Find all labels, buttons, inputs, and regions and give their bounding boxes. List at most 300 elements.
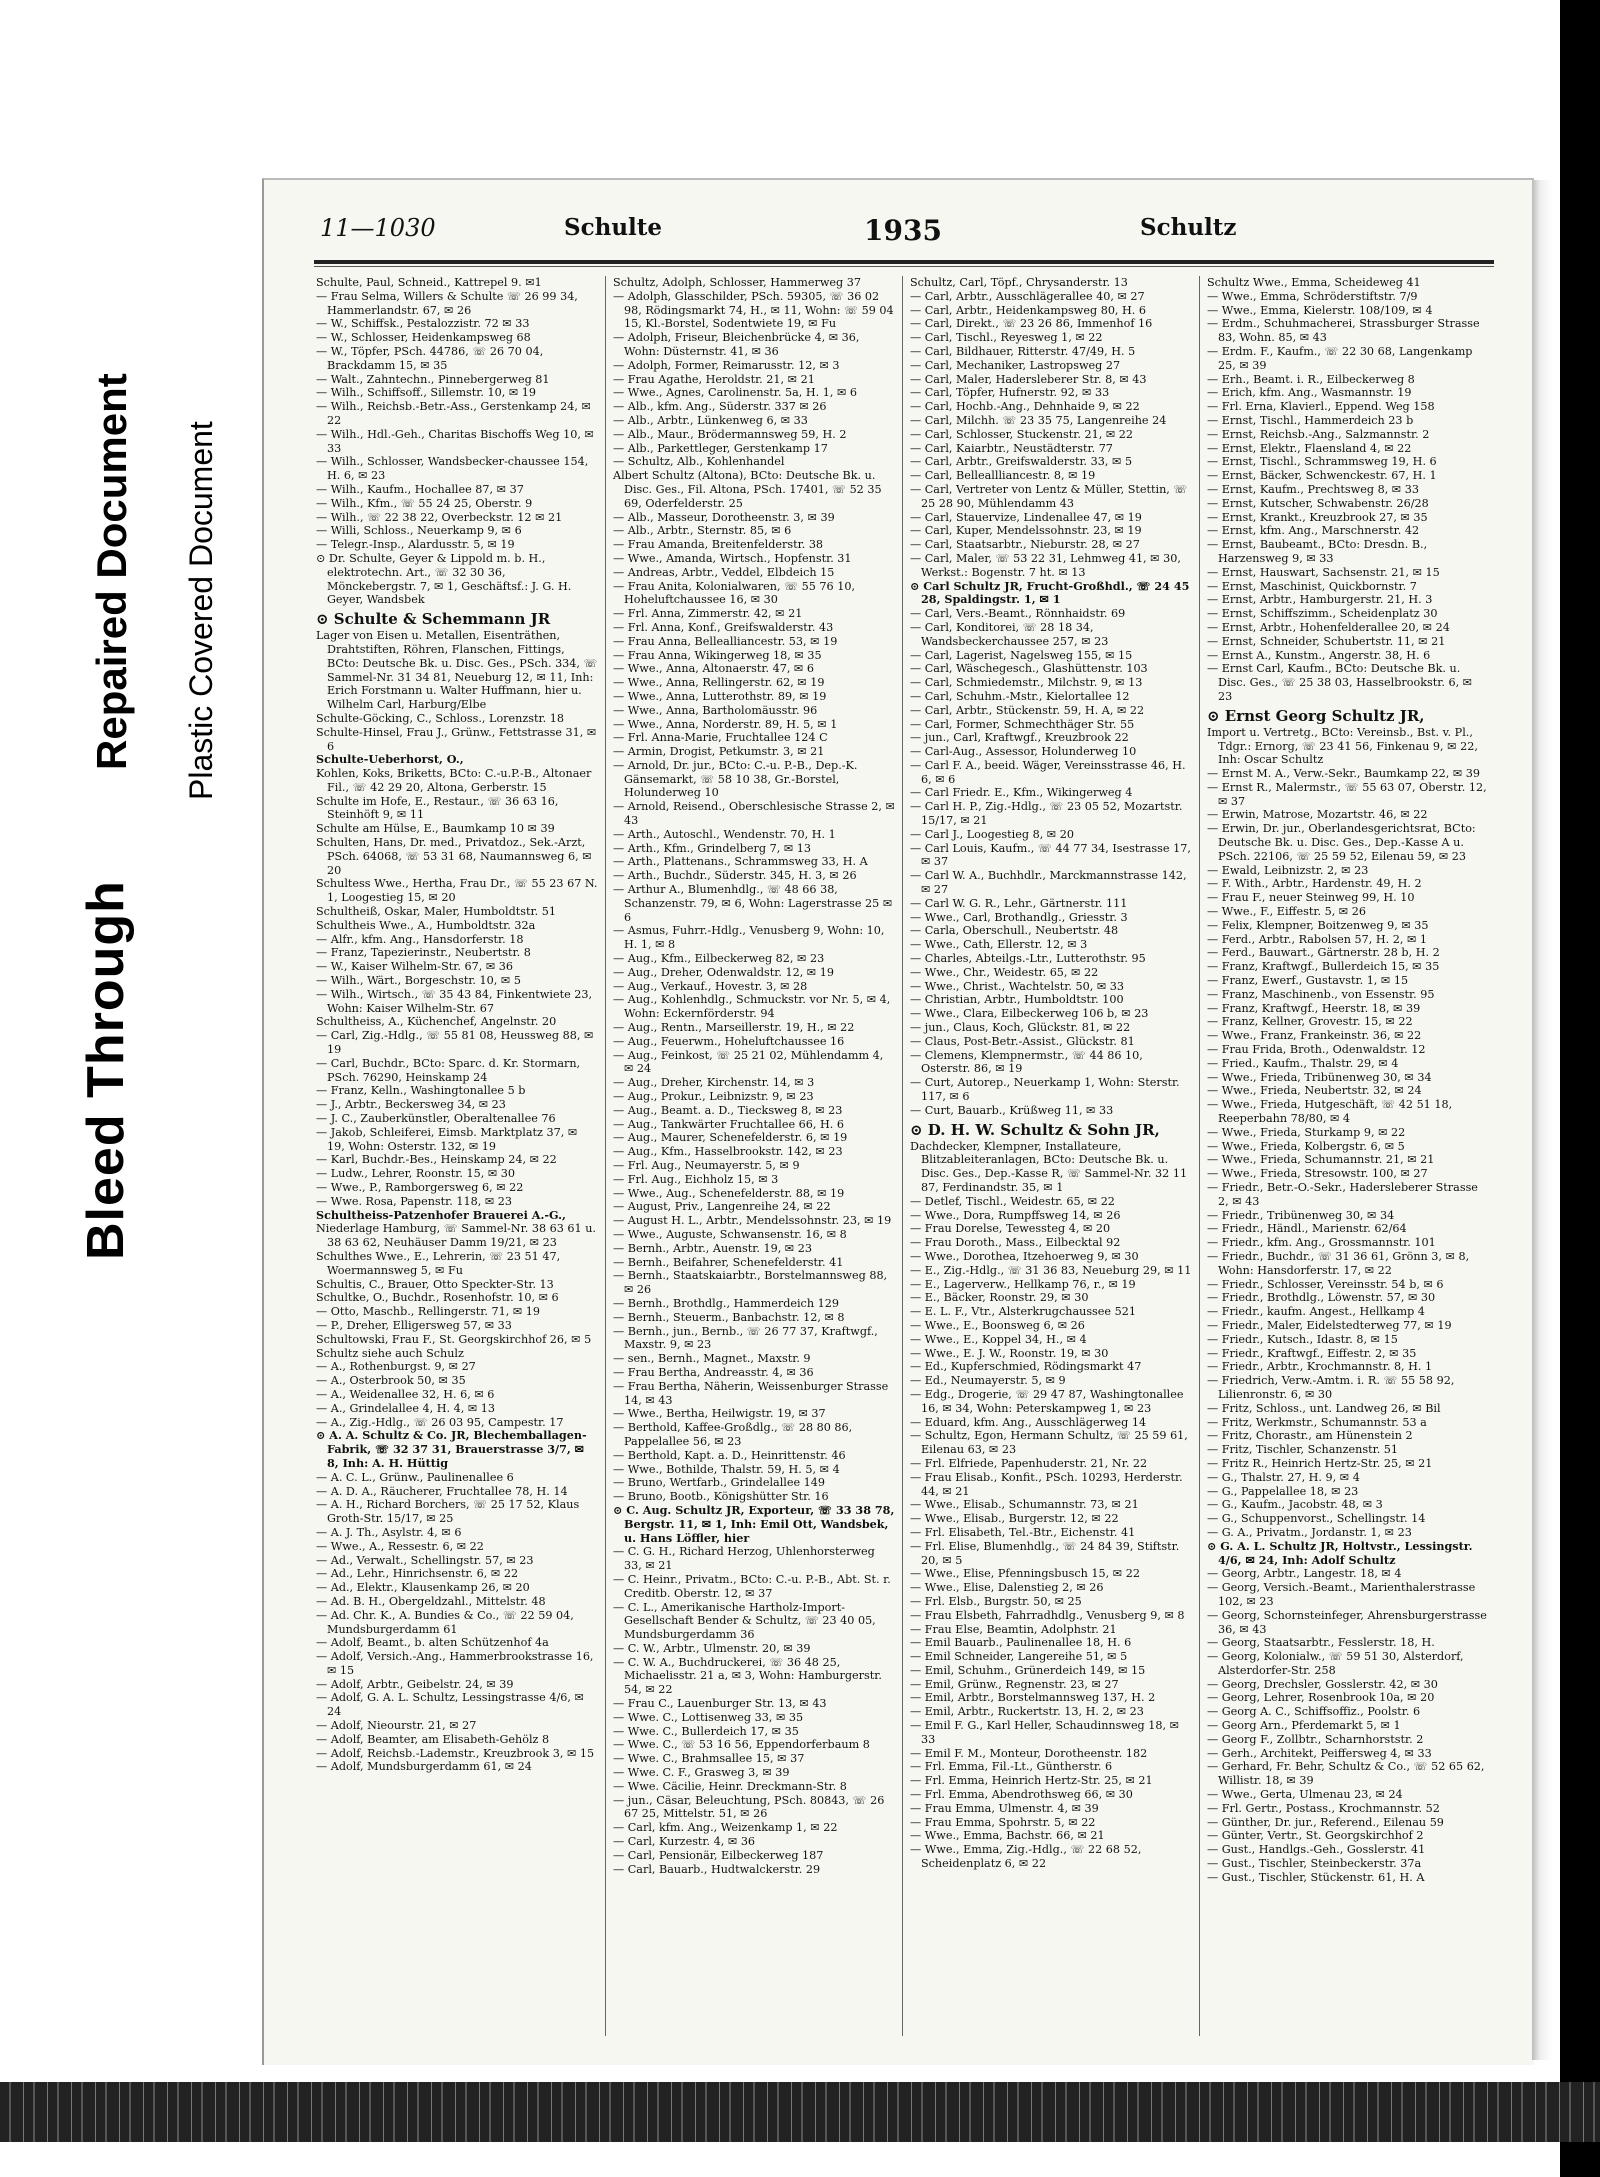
directory-entry: — P., Dreher, Elligersweg 57, ✉ 33 [316, 1318, 512, 1332]
directory-entry: — Wwe., Elisab., Burgerstr. 12, ✉ 22 [910, 1512, 1119, 1526]
directory-entry: — Günther, Dr. jur., Referend., Eilenau 59 [1207, 1815, 1444, 1829]
directory-entry: — Bernh., jun., Bernb., ☏ 26 77 37, Kraftwgf., Maxstr. 9, ✉ 23 [613, 1324, 878, 1352]
directory-entry: — Ernst R., Malermstr., ☏ 55 63 07, Oberstr. 12, ✉ 37 [1207, 780, 1487, 808]
directory-entry: — G., Pappelallee 18, ✉ 23 [1207, 1484, 1359, 1498]
directory-entry: — Wwe., Auguste, Schwansenstr. 16, ✉ 8 [613, 1227, 847, 1241]
directory-entry: — F. With., Arbtr., Hardenstr. 49, H. 2 [1207, 877, 1422, 891]
directory-entry: — Carl, Tischl., Reyesweg 1, ✉ 22 [910, 331, 1103, 345]
directory-entry: — Frau Dorelse, Tewessteg 4, ✉ 20 [910, 1222, 1111, 1236]
directory-entry: — Carl, Belleallliancestr. 8, ✉ 19 [910, 469, 1096, 483]
directory-entry: — Carl, Bildhauer, Ritterstr. 47/49, H. 5 [910, 344, 1136, 358]
directory-entry: — Aug., Prokur., Leibnizstr. 9, ✉ 23 [613, 1090, 814, 1104]
directory-entry: — Frl. Anna, Zimmerstr. 42, ✉ 21 [613, 607, 803, 621]
directory-entry: — Carl, Zig.-Hdlg., ☏ 55 81 08, Heussweg 88, ✉ 19 [316, 1029, 594, 1057]
directory-entry: — Frl. Anna, Konf., Greifswalderstr. 43 [613, 620, 834, 634]
directory-entry: — Adolf, Arbtr., Geibelstr. 24, ✉ 39 [316, 1677, 514, 1691]
column-divider [605, 276, 606, 2036]
directory-entry: — jun., Cäsar, Beleuchtung, PSch. 80843, ☏ 26 67 25, Mittelstr. 51, ✉ 26 [613, 1793, 885, 1821]
directory-entry: — Alb., Arbtr., Sternstr. 85, ✉ 6 [613, 524, 792, 538]
column-1 [316, 276, 598, 2036]
directory-entry: — Frau Elsbeth, Fahrradhdlg., Venusberg 9, ✉ 8 [910, 1608, 1185, 1622]
directory-entry: — Fritz, Chorastr., am Hünenstein 2 [1207, 1429, 1413, 1443]
directory-entry: — Wwe., Emma, Schröderstiftstr. 7/9 [1207, 289, 1418, 303]
directory-entry: Schultz, Carl, Töpf., Chrysanderstr. 13 [910, 276, 1128, 289]
directory-entry: — Wwe., P., Ramborgersweg 6, ✉ 22 [316, 1181, 524, 1194]
directory-entry: — Gust., Tischler, Steinbeckerstr. 37a [1207, 1857, 1422, 1871]
directory-entry: — Georg, Lehrer, Rosenbrook 10a, ✉ 20 [1207, 1691, 1435, 1705]
directory-entry: — Bernh., Beifahrer, Schenefelderstr. 41 [613, 1255, 844, 1269]
directory-entry: — Aug., Kfm., Hasselbrookstr. 142, ✉ 23 [613, 1145, 843, 1159]
directory-entry: — A. C. L., Grünw., Paulinenallee 6 [316, 1470, 514, 1484]
directory-entry: Schultowski, Frau F., St. Georgskirchhof 26, ✉ 5 [316, 1332, 592, 1346]
directory-entry: — Franz, Kraftwgf., Heerstr. 18, ✉ 39 [1207, 1001, 1421, 1015]
directory-entry: Schulte am Hülse, E., Baumkamp 10 ✉ 39 [316, 822, 555, 836]
directory-entry: — Frau Frida, Broth., Odenwaldstr. 12 [1207, 1043, 1426, 1057]
directory-entry: Schulten, Hans, Dr. med., Privatdoz., Sek.-Arzt, PSch. 64068, ☏ 53 31 68, Naumannsweg 6, ✉ 20 [316, 836, 592, 877]
header-rule [314, 260, 1494, 264]
directory-entry: Schultheiss-Patzenhofer Brauerei A.-G., [316, 1207, 566, 1222]
directory-entry: — A. H., Richard Borchers, ☏ 25 17 52, Klaus Groth-Str. 15/17, ✉ 25 [316, 1498, 580, 1526]
directory-entry: — A., Zig.-Hdlg., ☏ 26 03 95, Campestr. 17 [316, 1415, 564, 1429]
directory-entry: — Wwe. C., ☏ 53 16 56, Eppendorferbaum 8 [613, 1738, 870, 1752]
directory-entry: — Arth., Buchdr., Süderstr. 345, H. 3, ✉ 26 [613, 869, 857, 883]
directory-entry: — C. W., Arbtr., Ulmenstr. 20, ✉ 39 [613, 1641, 811, 1655]
directory-entry: — Wwe., Dora, Rumpffsweg 14, ✉ 26 [910, 1208, 1121, 1222]
directory-entry: — Curt, Autorep., Neuerkamp 1, Wohn: Sterstr. 117, ✉ 6 [910, 1076, 1180, 1104]
directory-entry: — Frl. Anna-Marie, Fruchtallee 124 C [613, 731, 828, 745]
directory-entry: — Friedr., kaufm. Angest., Hellkamp 4 [1207, 1305, 1425, 1319]
directory-entry: — Alb., Arbtr., Lünkenweg 6, ✉ 33 [613, 413, 808, 427]
directory-entry: — Wwe., Elise, Dalenstieg 2, ✉ 26 [910, 1581, 1104, 1595]
directory-entry: — Wwe., Frieda, Schumannstr. 21, ✉ 21 [1207, 1153, 1435, 1167]
directory-entry: — Ad. Chr. K., A. Bundies & Co., ☏ 22 59 04, Mundsburgerdamm 61 [316, 1608, 574, 1636]
directory-entry: — Wilh., Wärt., Borgeschstr. 10, ✉ 5 [316, 974, 521, 988]
directory-entry: — Frau Elisab., Konfit., PSch. 10293, Herderstr. 44, ✉ 21 [910, 1470, 1183, 1498]
directory-entry: — Carl F. A., beeid. Wäger, Vereinsstrasse 46, H. 6, ✉ 6 [910, 758, 1186, 786]
directory-entry: — Wwe. Rosa, Papenstr. 118, ✉ 23 [316, 1194, 513, 1208]
directory-entry: — Wwe., Anna, Norderstr. 89, H. 5, ✉ 1 [613, 717, 838, 731]
directory-entry: — Frau Anita, Kolonialwaren, ☏ 55 76 10, Hoheluftchaussee 16, ✉ 30 [613, 579, 856, 607]
directory-entry: — Arth., Plattenans., Schrammsweg 33, H. A [613, 855, 868, 869]
directory-entry: — Clemens, Klempnermstr., ☏ 44 86 10, Osterstr. 86, ✉ 19 [910, 1048, 1143, 1076]
directory-entry: — Wwe. Cäcilie, Heinr. Dreckmann-Str. 8 [613, 1779, 847, 1793]
directory-entry: — Wwe., A., Ressestr. 6, ✉ 22 [316, 1539, 484, 1553]
directory-entry: — Eduard, kfm. Ang., Ausschlägerweg 14 [910, 1415, 1147, 1429]
directory-entry: Import u. Vertretg., BCto: Vereinsb., Bst. v. Pl., Tdgr.: Ernorg, ☏ 23 41 56, Finkenau 9, ✉ 22, Inh: Oscar Schultz [1207, 725, 1478, 767]
directory-entry: — Wilh., Schlosser, Wandsbecker-chaussee 154, H. 6, ✉ 23 [316, 455, 589, 483]
directory-entry: — Wilh., Hdl.-Geh., Charitas Bischoffs Weg 10, ✉ 33 [316, 427, 594, 455]
directory-entry: — Curt, Bauarb., Krüßweg 11, ✉ 33 [910, 1103, 1114, 1117]
directory-entry: — Christian, Arbtr., Humboldtstr. 100 [910, 993, 1124, 1007]
directory-entry: — Fritz, Tischler, Schanzenstr. 51 [1207, 1443, 1399, 1457]
directory-entry: — Carl, Hochb.-Ang., Dehnhaide 9, ✉ 22 [910, 400, 1140, 414]
directory-entry: — E., Zig.-Hdlg., ☏ 31 36 83, Neueburg 29, ✉ 11 [910, 1263, 1192, 1277]
directory-entry: — Ernst, Bäcker, Schwenckestr. 67, H. 1 [1207, 469, 1437, 483]
plastic-covered-label: Plastic Covered Document [183, 421, 219, 800]
directory-entry: — Erwin, Matrose, Mozartstr. 46, ✉ 22 [1207, 808, 1428, 822]
directory-entry: ⊙ Dr. Schulte, Geyer & Lippold m. b. H., elektrotechn. Art., ☏ 32 30 36, Mönckebergstr. 7, ✉ 1, Geschäftsf.: J. G. H. Geyer, Wandsbek [316, 551, 572, 607]
directory-entry: — Wwe., Bertha, Heilwigstr. 19, ✉ 37 [613, 1407, 826, 1421]
directory-entry: — Charles, Abteilgs.-Ltr., Lutterothstr. 95 [910, 952, 1146, 966]
directory-entry: — Ernst, Arbtr., Hohenfelderallee 20, ✉ 24 [1207, 620, 1450, 634]
directory-entry: — Frl. Elise, Blumenhdlg., ☏ 24 84 39, Stiftstr. 20, ✉ 5 [910, 1539, 1180, 1567]
directory-entry: — Berthold, Kaffee-Großdlg., ☏ 28 80 86, Pappelallee 56, ✉ 23 [613, 1421, 853, 1448]
directory-entry: — C. Heinr., Privatm., BCto: C.-u. P.-B., Abt. St. r. Creditb. Oberstr. 12, ✉ 37 [613, 1572, 891, 1600]
directory-entry: — Frau Else, Beamtin, Adolphstr. 21 [910, 1622, 1117, 1636]
directory-entry: — Adolf, Nieourstr. 21, ✉ 27 [316, 1719, 477, 1733]
directory-entry: — Frl. Emma, Heinrich Hertz-Str. 25, ✉ 21 [910, 1774, 1153, 1788]
directory-entry: — Ernst, Kaufm., Prechtsweg 8, ✉ 33 [1207, 482, 1419, 496]
directory-entry: — Carl, Kuper, Mendelssohnstr. 23, ✉ 19 [910, 524, 1142, 538]
directory-entry: — Georg, Kolonialw., ☏ 59 51 30, Alsterdorf, Alsterdorfer-Str. 258 [1207, 1650, 1464, 1677]
directory-entry: — Georg, Drechsler, Gosslerstr. 42, ✉ 30 [1207, 1677, 1438, 1691]
directory-entry: — Wwe., Emma, Bachstr. 66, ✉ 21 [910, 1829, 1105, 1843]
directory-entry: ⊙ Carl Schultz JR, Frucht-Großhdl., ☏ 24 45 28, Spaldingstr. 1, ✉ 1 [910, 578, 1190, 607]
directory-entry: Schultke, O., Buchdr., Rosenhofstr. 10, ✉ 6 [316, 1291, 559, 1305]
directory-entry: — Wwe., Dorothea, Itzehoerweg 9, ✉ 30 [910, 1249, 1139, 1263]
directory-entry: — Wwe., Frieda, Hutgeschäft, ☏ 42 51 18, Reeperbahn 78/80, ✉ 4 [1207, 1098, 1453, 1126]
directory-entry: — Adolf, Reichsb.-Lademstr., Kreuzbrook 3, ✉ 15 [316, 1746, 595, 1760]
directory-entry: — C. L., Amerikanische Hartholz-Import-Gesellschaft Bender & Schultz, ☏ 23 40 05, Mundsburgerdamm 36 [613, 1600, 876, 1642]
directory-entry: — Gust., Handlgs.-Geh., Gosslerstr. 41 [1207, 1843, 1426, 1857]
directory-entry: — Alb., Parkettleger, Gerstenkamp 17 [613, 441, 828, 455]
directory-entry: — Ernst, kfm. Ang., Marschnerstr. 42 [1207, 524, 1420, 538]
scanner-bottom-bar [0, 2082, 1600, 2142]
directory-entry: — Aug., Maurer, Schenefelderstr. 6, ✉ 19 [613, 1131, 848, 1145]
directory-entry: — Ferd., Bauwart., Gärtnerstr. 28 b, H. 2 [1207, 946, 1440, 960]
repaired-document-label: Repaired Document [88, 373, 135, 770]
directory-entry: — Wwe., Bothilde, Thalstr. 59, H. 5, ✉ 4 [613, 1462, 840, 1476]
directory-entry: — G., Schuppenvorst., Schellingstr. 14 [1207, 1512, 1426, 1526]
directory-entry: — Friedr., Händl., Marienstr. 62/64 [1207, 1222, 1407, 1236]
directory-entry: — Emil F. G., Karl Heller, Schaudinnsweg 18, ✉ 33 [910, 1719, 1179, 1746]
directory-entry: Schultz Wwe., Emma, Scheideweg 41 [1207, 276, 1421, 289]
directory-entry: — Wwe., E. J. W., Roonstr. 19, ✉ 30 [910, 1346, 1109, 1360]
directory-entry: — Adolph, Former, Reimarusstr. 12, ✉ 3 [613, 358, 840, 372]
directory-entry: — Aug., Tankwärter Fruchtallee 66, H. 6 [613, 1117, 844, 1131]
directory-entry: — August, Priv., Langenreihe 24, ✉ 22 [613, 1200, 831, 1214]
directory-entry: — C. W. A., Buchdruckerei, ☏ 36 48 25, Michaelisstr. 21 a, ✉ 3, Wohn: Hamburgerstr. 54, ✉ 22 [613, 1655, 882, 1697]
directory-entry: — Wwe., Anna, Altonaerstr. 47, ✉ 6 [613, 662, 814, 676]
directory-entry: — Adolph, Glasschilder, PSch. 59305, ☏ 36 02 98, Rödingsmarkt 74, H., ✉ 11, Wohn: ☏ 59 04 15, Kl.-Borstel, Sodentwiete 19, ✉ Fu [613, 289, 894, 331]
directory-entry: — Aug., Kohlenhdlg., Schmuckstr. vor Nr. 5, ✉ 4, Wohn: Eckernförderstr. 94 [613, 993, 891, 1021]
directory-entry: Schultess Wwe., Hertha, Frau Dr., ☏ 55 23 67 N. 1, Loogestieg 15, ✉ 20 [316, 877, 598, 905]
directory-entry: — Wwe. C., Bullerdeich 17, ✉ 35 [613, 1724, 799, 1738]
directory-entry: — Emil Schneider, Langereihe 51, ✉ 5 [910, 1650, 1128, 1664]
directory-entry: — Wwe., Frieda, Neubertstr. 32, ✉ 24 [1207, 1084, 1422, 1098]
directory-entry: — Ernst, Krankt., Kreuzbrook 27, ✉ 35 [1207, 510, 1428, 524]
directory-entry: — A., Rothenburgst. 9, ✉ 27 [316, 1360, 476, 1374]
directory-entry: — Emil, Schuhm., Grünerdeich 149, ✉ 15 [910, 1663, 1146, 1677]
directory-entry: — Carl, Schlosser, Stuckenstr. 21, ✉ 22 [910, 427, 1134, 441]
directory-entry: ⊙ D. H. W. Schultz & Sohn JR, [910, 1120, 1160, 1139]
directory-entry: — Bernh., Steuerm., Banbachstr. 12, ✉ 8 [613, 1310, 845, 1324]
directory-entry: Schultz siehe auch Schulz [316, 1346, 464, 1360]
directory-entry: — Carl, Pensionär, Eilbeckerweg 187 [613, 1848, 824, 1862]
directory-entry: — Ernst, Hauswart, Sachsenstr. 21, ✉ 15 [1207, 565, 1440, 579]
directory-entry: — Ed., Neumayerstr. 5, ✉ 9 [910, 1374, 1066, 1388]
directory-entry: — Friedr., Arbtr., Krochmannstr. 8, H. 1 [1207, 1360, 1433, 1374]
directory-entry: — E., Bäcker, Roonstr. 29, ✉ 30 [910, 1291, 1089, 1305]
directory-entry: — Asmus, Fuhrr.-Hdlg., Venusberg 9, Wohn: 10, H. 1, ✉ 8 [613, 924, 885, 952]
directory-entry: — Wwe., Elisab., Schumannstr. 73, ✉ 21 [910, 1498, 1139, 1512]
directory-entry: — Willi, Schloss., Neuerkamp 9, ✉ 6 [316, 524, 522, 538]
directory-entry: — Ernst, Schiffszimm., Scheidenplatz 30 [1207, 607, 1438, 621]
directory-entry: — Fritz, Werkmstr., Schumannstr. 53 a [1207, 1415, 1427, 1429]
directory-entry: — Alb., kfm. Ang., Süderstr. 337 ✉ 26 [613, 400, 827, 414]
directory-entry: — Carl, Vers.-Beamt., Rönnhaidstr. 69 [910, 607, 1126, 621]
directory-entry: — Arnold, Reisend., Oberschlesische Strasse 2, ✉ 43 [613, 800, 895, 828]
directory-entry: — Carl, Maler, Hadersleberer Str. 8, ✉ 43 [910, 372, 1147, 386]
directory-entry: — Aug., Beamt. a. D., Tiecksweg 8, ✉ 23 [613, 1103, 843, 1117]
directory-entry: — Carl, Maler, ☏ 53 22 31, Lehmweg 41, ✉ 30, Werkst.: Bogenstr. 7 ht. ✉ 13 [910, 551, 1181, 579]
directory-entry: — Frl. Elisabeth, Tel.-Btr., Eichenstr. 41 [910, 1525, 1136, 1539]
directory-entry: Albert Schultz (Altona), BCto: Deutsche Bk. u. Disc. Ges., Fil. Altona, PSch. 17401, ☏ 52 35 69, Oderfelderstr. 25 [613, 469, 882, 510]
directory-entry: — Ernst, Schneider, Schubertstr. 11, ✉ 21 [1207, 634, 1446, 648]
directory-entry: — Aug., Kfm., Eilbeckerweg 82, ✉ 23 [613, 952, 825, 966]
directory-entry: — Ernst, Arbtr., Hamburgerstr. 21, H. 3 [1207, 593, 1433, 607]
directory-entry: — Ernst Carl, Kaufm., BCto: Deutsche Bk. u. Disc. Ges., ☏ 25 38 03, Hasselbrookstr. 6, ✉ 23 [1207, 662, 1473, 703]
directory-entry: — Carl-Aug., Assessor, Holunderweg 10 [910, 745, 1137, 759]
directory-entry: — Carl, kfm. Ang., Weizenkamp 1, ✉ 22 [613, 1821, 838, 1835]
directory-entry: — Günter, Vertr., St. Georgskirchhof 2 [1207, 1829, 1424, 1843]
header-name-right: Schultz [1140, 214, 1237, 241]
directory-entry: — Wwe. C. F., Grasweg 3, ✉ 39 [613, 1766, 790, 1780]
directory-entry: — Bernh., Brothdlg., Hammerdeich 129 [613, 1296, 839, 1310]
page-header [264, 214, 1534, 250]
directory-entry: — Wwe., Gerta, Ulmenau 23, ✉ 24 [1207, 1788, 1403, 1802]
directory-entry: — Carl, Schuhm.-Mstr., Kielortallee 12 [910, 689, 1130, 703]
directory-entry: — Georg, Arbtr., Langestr. 18, ✉ 4 [1207, 1567, 1402, 1581]
directory-entry: — W., Töpfer, PSch. 44786, ☏ 26 70 04, Brackdamm 15, ✉ 35 [316, 344, 544, 372]
directory-entry: — Fritz R., Heinrich Hertz-Str. 25, ✉ 21 [1207, 1456, 1433, 1470]
directory-entry: — Andreas, Arbtr., Veddel, Elbdeich 15 [613, 565, 835, 579]
column-divider [902, 276, 903, 2036]
directory-entry: — Frl. Aug., Neumayerstr. 5, ✉ 9 [613, 1159, 800, 1172]
directory-entry: — August H. L., Arbtr., Mendelssohnstr. 23, ✉ 19 [613, 1214, 892, 1228]
directory-entry: — Friedr., Kraftwgf., Eiffestr. 2, ✉ 35 [1207, 1346, 1417, 1360]
directory-entry: — E. L. F., Vtr., Alsterkrugchaussee 521 [910, 1305, 1136, 1319]
directory-entry: — Wwe., Franz, Frankeinstr. 36, ✉ 22 [1207, 1029, 1422, 1043]
directory-entry: — sen., Bernh., Magnet., Maxstr. 9 [613, 1352, 811, 1366]
directory-entry: — Wwe., Frieda, Kolbergstr. 6, ✉ 5 [1207, 1139, 1405, 1153]
directory-entry: — W., Kaiser Wilhelm-Str. 67, ✉ 36 [316, 960, 513, 974]
directory-entry: — Carl, Direkt., ☏ 23 26 86, Immenhof 16 [910, 317, 1153, 331]
directory-entry: Schulte-Ueberhorst, O., [316, 752, 464, 767]
directory-entry: — Armin, Drogist, Petkumstr. 3, ✉ 21 [613, 745, 825, 759]
directory-entry: — Frau Agathe, Heroldstr. 21, ✉ 21 [613, 372, 815, 386]
directory-entry: — Wilh., Reichsb.-Betr.-Ass., Gerstenkamp 24, ✉ 22 [316, 400, 591, 427]
header-name-left: Schulte [564, 214, 663, 241]
directory-entry: — Frau Anna, Bellealliancestr. 53, ✉ 19 [613, 634, 838, 648]
directory-page [262, 178, 1534, 2065]
directory-entry: — Carl, Kaiarbtr., Neustädterstr. 77 [910, 441, 1113, 455]
directory-entry: — Georg Arn., Pferdemarkt 5, ✉ 1 [1207, 1719, 1401, 1733]
directory-entry: — Friedr., kfm. Ang., Grossmannstr. 101 [1207, 1236, 1436, 1250]
directory-entry: — Arnold, Dr. jur., BCto: C.-u. P.-B., Dep.-K. Gänsemarkt, ☏ 58 10 38, Gr.-Borstel, Holunderweg 10 [613, 758, 858, 800]
directory-entry: — Wilh., Wirtsch., ☏ 35 43 84, Finkentwiete 23, Wohn: Kaiser Wilhelm-Str. 67 [316, 987, 593, 1015]
directory-entry: — Ferd., Arbtr., Rabolsen 57, H. 2, ✉ 1 [1207, 932, 1428, 946]
directory-entry: — Wwe., Frieda, Sturkamp 9, ✉ 22 [1207, 1125, 1406, 1139]
directory-entry: — Adolph, Friseur, Bleichenbrücke 4, ✉ 36, Wohn: Düsternstr. 41, ✉ 36 [613, 331, 860, 358]
directory-entry: Niederlage Hamburg, ☏ Sammel-Nr. 38 63 61 u. 38 63 62, Neuhäuser Damm 19/21, ✉ 23 [316, 1222, 596, 1250]
column-2 [613, 276, 895, 2036]
directory-entry: — Erdm. F., Kaufm., ☏ 22 30 68, Langenkamp 25, ✉ 39 [1207, 344, 1473, 372]
directory-entry: — Jakob, Schleiferei, Eimsb. Marktplatz 37, ✉ 19, Wohn: Osterstr. 132, ✉ 19 [316, 1125, 578, 1153]
directory-entry: — Carl, Milchh. ☏ 23 35 75, Langenreihe 24 [910, 413, 1167, 427]
directory-entry: — W., Schlosser, Heidenkampsweg 68 [316, 331, 531, 345]
directory-entry: — Emil F. M., Monteur, Dorotheenstr. 182 [910, 1746, 1148, 1760]
directory-entry: — Alfr., kfm. Ang., Hansdorferstr. 18 [316, 932, 524, 946]
directory-entry: — Georg F., Zollbtr., Scharnhorststr. 2 [1207, 1732, 1424, 1746]
directory-entry: — Friedrich, Verw.-Amtm. i. R. ☏ 55 58 92, Lilienronstr. 6, ✉ 30 [1207, 1374, 1455, 1401]
entry-columns [316, 276, 1496, 2036]
directory-entry: — Aug., Dreher, Kirchenstr. 14, ✉ 3 [613, 1076, 815, 1090]
directory-entry: — Emil, Grünw., Regnenstr. 23, ✉ 27 [910, 1677, 1119, 1691]
directory-entry: — Friedr., Buchdr., ☏ 31 36 61, Grönn 3, ✉ 8, Wohn: Hansdorferstr. 17, ✉ 22 [1207, 1249, 1470, 1277]
directory-entry: — Ludw., Lehrer, Roonstr. 15, ✉ 30 [316, 1167, 515, 1181]
directory-entry: — Carl, Kurzestr. 4, ✉ 36 [613, 1835, 756, 1849]
directory-entry: — Wwe., Elise, Pfenningsbusch 15, ✉ 22 [910, 1567, 1140, 1581]
directory-entry: — Franz, Kraftwgf., Bullerdeich 15, ✉ 35 [1207, 960, 1440, 974]
directory-entry: — Frl. Elsb., Burgstr. 50, ✉ 25 [910, 1594, 1082, 1608]
directory-entry: — Friedr., Maler, Eidelstedterweg 77, ✉ 19 [1207, 1318, 1452, 1332]
directory-entry: ⊙ A. A. Schultz & Co. JR, Blechemballagen-Fabrik, ☏ 32 37 31, Brauerstrasse 3/7, ✉ 8, Inh: A. H. Hüttig [316, 1428, 587, 1470]
directory-entry: — Wwe., Emma, Zig.-Hdlg., ☏ 22 68 52, Scheidenplatz 6, ✉ 22 [910, 1843, 1142, 1871]
directory-entry: — Wwe., Chr., Weidestr. 65, ✉ 22 [910, 965, 1099, 979]
directory-entry: — Adolf, Versich.-Ang., Hammerbrookstrasse 16, ✉ 15 [316, 1650, 594, 1677]
directory-entry: — Ernst, Maschinist, Quickbornstr. 7 [1207, 579, 1417, 593]
scanner-edge-strip [1560, 0, 1600, 2177]
directory-entry: — Frl. Elfriede, Papenhuderstr. 21, Nr. 22 [910, 1456, 1148, 1470]
directory-entry: — Ernst M. A., Verw.-Sekr., Baumkamp 22, ✉ 39 [1207, 767, 1481, 781]
header-year: 1935 [864, 214, 942, 247]
directory-entry: — Frl. Erna, Klavierl., Eppend. Weg 158 [1207, 400, 1435, 414]
directory-entry: — Franz, Kellner, Grovestr. 15, ✉ 22 [1207, 1015, 1413, 1029]
page-edge-shadow [1532, 180, 1552, 2060]
directory-entry: — Wwe., Christ., Wachtelstr. 50, ✉ 33 [910, 979, 1125, 993]
directory-entry: — Carl, Arbtr., Stückenstr. 59, H. A, ✉ 22 [910, 703, 1145, 717]
directory-entry: — Emil, Arbtr., Ruckertstr. 13, H. 2, ✉ 23 [910, 1705, 1144, 1719]
directory-entry: — Erich, kfm. Ang., Wasmannstr. 19 [1207, 386, 1412, 400]
directory-entry: — Frl. Gertr., Postass., Krochmannstr. 52 [1207, 1801, 1440, 1815]
directory-entry: — E., Lagerverw., Hellkamp 76, r., ✉ 19 [910, 1277, 1136, 1291]
directory-entry: — Fried., Kaufm., Thalstr. 29, ✉ 4 [1207, 1056, 1399, 1070]
directory-entry: ⊙ Schulte & Schemmann JR [316, 610, 551, 629]
directory-entry: — Aug., Feuerwm., Hoheluftchaussee 16 [613, 1034, 845, 1048]
directory-entry: — Ed., Kupferschmied, Rödingsmarkt 47 [910, 1360, 1142, 1374]
directory-entry: — Wilh., Kaufm., Hochallee 87, ✉ 37 [316, 482, 524, 496]
directory-entry: — Frl. Emma, Fil.-Lt., Güntherstr. 6 [910, 1760, 1113, 1774]
directory-entry: — Schultz, Alb., Kohlenhandel [613, 455, 785, 469]
directory-entry: — Bruno, Wertfarb., Grindelallee 149 [613, 1476, 826, 1490]
directory-entry: — Friedr., Schlosser, Vereinsstr. 54 b, ✉ 6 [1207, 1277, 1444, 1291]
directory-entry: — J. C., Zauberkünstler, Oberaltenallee 76 [316, 1112, 556, 1126]
directory-entry: — Felix, Klempner, Boitzenweg 9, ✉ 35 [1207, 918, 1429, 932]
directory-entry: — Telegr.-Insp., Alardusstr. 5, ✉ 19 [316, 538, 515, 552]
directory-entry: — Wwe., Agnes, Carolinenstr. 5a, H. 1, ✉ 6 [613, 386, 858, 400]
directory-entry: Kohlen, Koks, Briketts, BCto: C.-u.P.-B., Altonaer Fil., ☏ 42 29 20, Altona, Gerberstr. 15 [316, 767, 592, 794]
directory-entry: — W., Schiffsk., Pestalozzistr. 72 ✉ 33 [316, 317, 530, 331]
directory-entry: — Wwe., Frieda, Tribünenweg 30, ✉ 34 [1207, 1070, 1432, 1084]
directory-entry: — Wwe., Cath, Ellerstr. 12, ✉ 3 [910, 938, 1088, 952]
directory-entry: — Gerh., Architekt, Peiffersweg 4, ✉ 33 [1207, 1746, 1432, 1760]
directory-entry: — Carl, Stauervize, Lindenallee 47, ✉ 19 [910, 510, 1142, 524]
directory-entry: — Ernst, Baubeamt., BCto: Dresdn. B., Harzensweg 9, ✉ 33 [1207, 538, 1428, 565]
directory-entry: — Georg A. C., Schiffsoffiz., Poolstr. 6 [1207, 1705, 1421, 1719]
directory-entry: — Carl, Vertreter von Lentz & Müller, Stettin, ☏ 25 28 90, Mühlendamm 43 [910, 482, 1188, 510]
directory-entry: — Carl, Buchdr., BCto: Sparc. d. Kr. Stormarn, PSch. 76290, Heinskamp 24 [316, 1056, 581, 1084]
directory-entry: Schultheiß, Oskar, Maler, Humboldtstr. 51 [316, 905, 556, 919]
directory-entry: — Adolf, Mundsburgerdamm 61, ✉ 24 [316, 1760, 532, 1774]
directory-entry: — Friedr., Tribünenweg 30, ✉ 34 [1207, 1208, 1395, 1222]
directory-entry: — Bernh., Arbtr., Auenstr. 19, ✉ 23 [613, 1241, 812, 1255]
directory-entry: — Carl, Töpfer, Hufnerstr. 92, ✉ 33 [910, 386, 1110, 400]
directory-entry: — Franz, Tapezierinstr., Neubertstr. 8 [316, 946, 531, 960]
directory-entry: — Ernst, Reichsb.-Ang., Salzmannstr. 2 [1207, 427, 1430, 441]
directory-entry: ⊙ G. A. L. Schultz JR, Holtvstr., Lessingstr. 4/6, ✉ 24, Inh: Adolf Schultz [1207, 1538, 1473, 1567]
directory-entry: — Frau Emma, Ulmenstr. 4, ✉ 39 [910, 1801, 1099, 1815]
directory-entry: — jun., Carl, Kraftwgf., Kreuzbrook 22 [910, 731, 1129, 745]
directory-entry: — Aug., Feinkost, ☏ 25 21 02, Mühlendamm 4, ✉ 24 [613, 1048, 884, 1076]
column-3 [910, 276, 1192, 2036]
directory-entry: — Ernst A., Kunstm., Angerstr. 38, H. 6 [1207, 648, 1431, 662]
directory-entry: — Carl W. G. R., Lehr., Gärtnerstr. 111 [910, 896, 1128, 910]
directory-entry: — Carl, Konditorei, ☏ 28 18 34, Wandsbeckerchaussee 257, ✉ 23 [910, 620, 1109, 648]
directory-entry: — Ad., Elektr., Klausenkamp 26, ✉ 20 [316, 1581, 530, 1595]
directory-entry: — Ad. B. H., Obergeldzahl., Mittelstr. 48 [316, 1594, 546, 1608]
directory-entry: — Arth., Autoschl., Wendenstr. 70, H. 1 [613, 827, 836, 841]
directory-entry: — Carl Friedr. E., Kfm., Wikingerweg 4 [910, 786, 1133, 800]
directory-entry: — Ewald, Leibnizstr. 2, ✉ 23 [1207, 863, 1369, 877]
directory-entry: — Carla, Oberschull., Neubertstr. 48 [910, 924, 1119, 938]
directory-entry: Schultz, Adolph, Schlosser, Hammerweg 37 [613, 276, 861, 289]
directory-entry: — Frau Anna, Wikingerweg 18, ✉ 35 [613, 648, 822, 662]
directory-entry: — Gerhard, Fr. Behr, Schultz & Co., ☏ 52 65 62, Willistr. 18, ✉ 39 [1207, 1760, 1485, 1788]
directory-entry: — Arthur A., Blumenhdlg., ☏ 48 66 38, Schanzenstr. 79, ✉ 6, Wohn: Lagerstrasse 25 ✉ 6 [613, 883, 893, 924]
directory-entry: — Frau Amanda, Breitenfelderstr. 38 [613, 538, 824, 552]
page-number: 11—1030 [320, 214, 436, 242]
directory-entry: — Carl, Arbtr., Ausschlägerallee 40, ✉ 27 [910, 289, 1145, 303]
directory-entry: — J., Arbtr., Beckersweg 34, ✉ 23 [316, 1098, 506, 1112]
directory-entry: — Erdm., Schuhmacherei, Strassburger Strasse 83, Wohn. 85, ✉ 43 [1207, 317, 1480, 345]
directory-entry: — Carl, Arbtr., Heidenkampsweg 80, H. 6 [910, 303, 1147, 317]
directory-entry: — Georg, Schornsteinfeger, Ahrensburgerstrasse 36, ✉ 43 [1207, 1608, 1487, 1636]
directory-entry: — Edg., Drogerie, ☏ 29 47 87, Washingtonallee 16, ✉ 34, Wohn: Peterskampweg 1, ✉ 23 [910, 1387, 1184, 1415]
directory-entry: Schulte, Paul, Schneid., Kattrepel 9. ✉1 [316, 276, 542, 289]
directory-entry: — Wwe., Anna, Rellingerstr. 62, ✉ 19 [613, 676, 825, 690]
directory-entry: — Carl, Staatsarbtr., Nieburstr. 28, ✉ 27 [910, 538, 1140, 552]
directory-entry: — Frau Selma, Willers & Schulte ☏ 26 99 34, Hammerlandstr. 67, ✉ 26 [316, 289, 578, 317]
directory-entry: — Friedr., Brothdlg., Löwenstr. 57, ✉ 30 [1207, 1291, 1436, 1305]
directory-entry: — Wwe., Emma, Kielerstr. 108/109, ✉ 4 [1207, 303, 1433, 317]
directory-entry: — Wwe., E., Boonsweg 6, ✉ 26 [910, 1318, 1085, 1332]
directory-entry: — Frau Bertha, Andreasstr. 4, ✉ 36 [613, 1365, 814, 1379]
directory-entry: — Carl H. P., Zig.-Hdlg., ☏ 23 05 52, Mozartstr. 15/17, ✉ 21 [910, 800, 1183, 828]
directory-entry: — Bruno, Bootb., Königshütter Str. 16 [613, 1490, 829, 1504]
directory-entry: — Ernst, Kutscher, Schwabenstr. 26/28 [1207, 496, 1429, 510]
directory-entry: — Karl, Buchdr.-Bes., Heinskamp 24, ✉ 22 [316, 1153, 557, 1167]
directory-entry: — Wwe., Amanda, Wirtsch., Hopfenstr. 31 [613, 551, 852, 565]
directory-entry: — Wwe., Anna, Lutterothstr. 89, ✉ 19 [613, 689, 827, 703]
directory-entry: — Schultz, Egon, Hermann Schultz, ☏ 25 59 61, Eilenau 63, ✉ 23 [910, 1429, 1188, 1457]
directory-entry: — Franz, Ewerf., Gustavstr. 1, ✉ 15 [1207, 974, 1409, 988]
column-divider [1199, 276, 1200, 2036]
directory-entry: — Claus, Post-Betr.-Assist., Glückstr. 81 [910, 1034, 1135, 1048]
directory-entry: — Carl, Lagerist, Nagelsweg 155, ✉ 15 [910, 648, 1133, 662]
directory-entry: Schultheiss, A., Küchenchef, Angelnstr. 20 [316, 1015, 557, 1029]
directory-entry: — Frau Doroth., Mass., Eilbecktal 92 [910, 1236, 1121, 1250]
